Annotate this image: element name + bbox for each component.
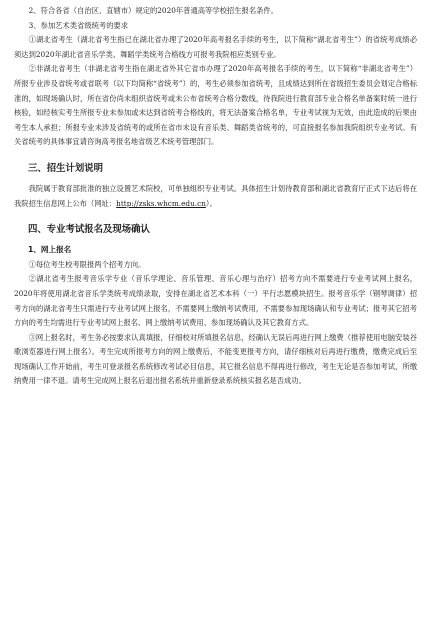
registration-item-3: ③网上报名时，考生务必按要求认真填报，仔细校对所填报名信息，经确认无误后再进行网上缴费（推荐使用电脑安装谷歌浏览器进行网上报名）。考生完成所报考方向的网上缴费后，不能变更报考方向，请仔细核对后再进行缴费，缴费完成后至现场确认工作开始前，考生可登录报名系统修改考试必目信息，其它报名信息不得再进行修改，考生无论是否参加考试，所缴纳费用一律不退。请考生完成网上报名后退出报名系统并重新登录系统核实报名是否成功。 xyxy=(14,332,417,386)
section-4-heading: 四、专业考试报名及现场确认 xyxy=(28,224,150,236)
subsection-online-registration-heading: 1、网上报名 xyxy=(28,245,72,255)
registration-item-2: ②湖北省考生报考音乐学专业（音乐学理论、音乐管理、音乐心理与治疗）招考方向不需要进行专业考试网上报名，2020年将使用湖北省音乐学类统考成绩录取，安排在湖北省艺术本科（一）平行志愿模块招生。报考音乐学（钢琴调律）招考方向的湖北省考生只需进行专业考试网上报名，不需要网上缴纳考试费用，不需要参加现场确认和专业考试；报考其它招考方向的考生均需进行专业考试网上报名、网上缴纳考试费用、参加现场确认及其它教育方式。 xyxy=(14,274,417,328)
section-3-text-end: ）。 xyxy=(205,198,217,208)
requirement-3-hubei: ①湖北省考生（湖北省考生指已在湖北省办理了2020年高考报名手续的考生，以下简称“湖北省考生”）的省统考成绩必须达到2020年湖北省音乐学类、舞蹈学类统考合格线方可报考我院相应类别专业。 xyxy=(14,35,417,59)
requirement-2: 2、符合各省（自治区、直辖市）规定的2020年普通高等学校招生报名条件。 xyxy=(28,6,279,15)
registration-item-1: ①每位考生校考限报两个招考方向。 xyxy=(28,259,146,269)
requirement-3-heading: 3、参加艺术类省级统考的要求 xyxy=(28,20,129,30)
section-3-text: 我院属于教育部批准的独立设置艺术院校，可单独组织专业考试。具体招生计划待教育部和湖北省教育厅正式下达后将在我院招生信息网上公布（网址： xyxy=(14,183,417,208)
section-3-heading: 三、招生计划说明 xyxy=(28,162,104,174)
section-3-paragraph xyxy=(14,182,417,211)
requirement-3-non-hubei: ②非湖北省考生（非湖北省考生指在湖北省外其它省市办理了2020年高考报名手续的考生，以下简称“非湖北省考生”）所报专业涉及省统考或省联考（以下均简称“省统考”）的，考生必须参加省统考，且成绩达到所在省级招生委员会划定合格标准的，如现场确认时，所在省份尚未组织省统考或未公布省统考合格分数线，待我院进行教育部专业合格名单备案时统一进行核验，如经核实考生所报专业未参加或未达到省统考合格线的，将无法备案合格名单，专业考试视为无效，由此造成的后果由考生本人承担；所报专业未涉及省统考的或所在省市未设有音乐类、舞蹈类省统考的，可直接报名参加我院组织专业考试。有关省统考的具体事宜请咨询高考报名地省级艺术统考管理部门。 xyxy=(14,64,417,147)
admissions-website-link[interactable]: http://zsks.whcm.edu.cn xyxy=(116,198,206,208)
